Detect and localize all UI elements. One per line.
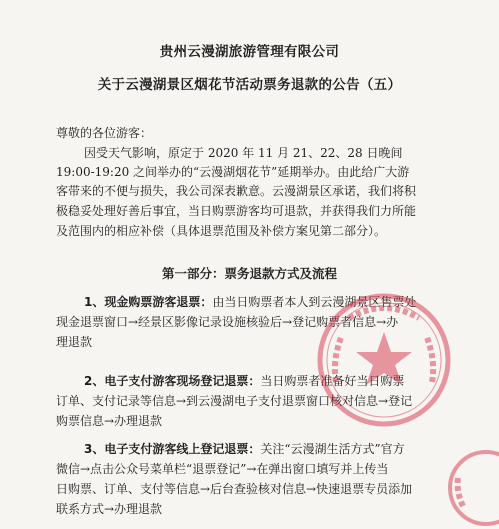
- item-1-text-2: 现金退票窗口→经景区影像记录设施核验后→登记购票者信息→办: [56, 315, 399, 329]
- item-2-text-2: 订单、支付记录等信息→到云漫湖电子支付退票窗口核对信息→登记: [56, 394, 413, 408]
- intro-line-1: 因受天气影响，原定于 2020 年 11 月 21、22、28 日晚间: [84, 146, 403, 160]
- greeting: 尊敬的各位游客：: [56, 126, 153, 140]
- official-seal-partial: [446, 448, 499, 528]
- intro-line-3: 客带来的不便与损失，我公司深表歉意。云漫湖景区承诺，我们将积: [56, 184, 417, 198]
- intro-line-4: 极稳妥处理好善后事宜，当日购票游客均可退款，并获得我们力所能: [56, 204, 417, 218]
- item-3-first-line: [84, 441, 405, 457]
- org-name: 贵州云漫湖旅游管理有限公司: [159, 44, 340, 60]
- item-1-text-1: 由当日购票者本人到云漫湖景区售票处: [212, 295, 417, 309]
- item-3-text-4: 联系方式→办理退款: [56, 502, 163, 516]
- item-1-head: 1、现金购票游客退票：: [84, 295, 213, 309]
- notice-title: 关于云漫湖景区烟花节活动票务退款的公告（五）: [97, 77, 402, 93]
- section-title: 第一部分：票务退款方式及流程: [161, 266, 337, 281]
- item-3-text-3: 日购票、订单、支付等信息→后台查验核对信息→快速退票专员添加: [56, 482, 413, 496]
- item-3-text-2: 微信→点击公众号菜单栏“退票登记”→在弹出窗口填写并上传当: [56, 462, 389, 476]
- item-3-head: 3、电子支付游客线上登记退票：: [84, 442, 261, 456]
- intro-line-2: 19:00-19:20 之间举办的“云漫湖烟花节”延期举办。由此给广大游: [56, 165, 410, 179]
- item-3-text-1: 关注“云漫湖生活方式”官方: [260, 442, 405, 456]
- intro-line-5: 及范围内的相应补偿（具体退票范围及补偿方案见第二部分）。: [56, 224, 387, 238]
- official-seal: [314, 290, 454, 430]
- item-1-text-3: 理退款: [56, 335, 93, 349]
- item-2-text-3: 购票信息→办理退款: [56, 414, 163, 428]
- item-2-head: 2、电子支付游客现场登记退票：: [84, 374, 261, 388]
- item-2-text-1: 当日购票者准备好当日购票: [260, 374, 405, 388]
